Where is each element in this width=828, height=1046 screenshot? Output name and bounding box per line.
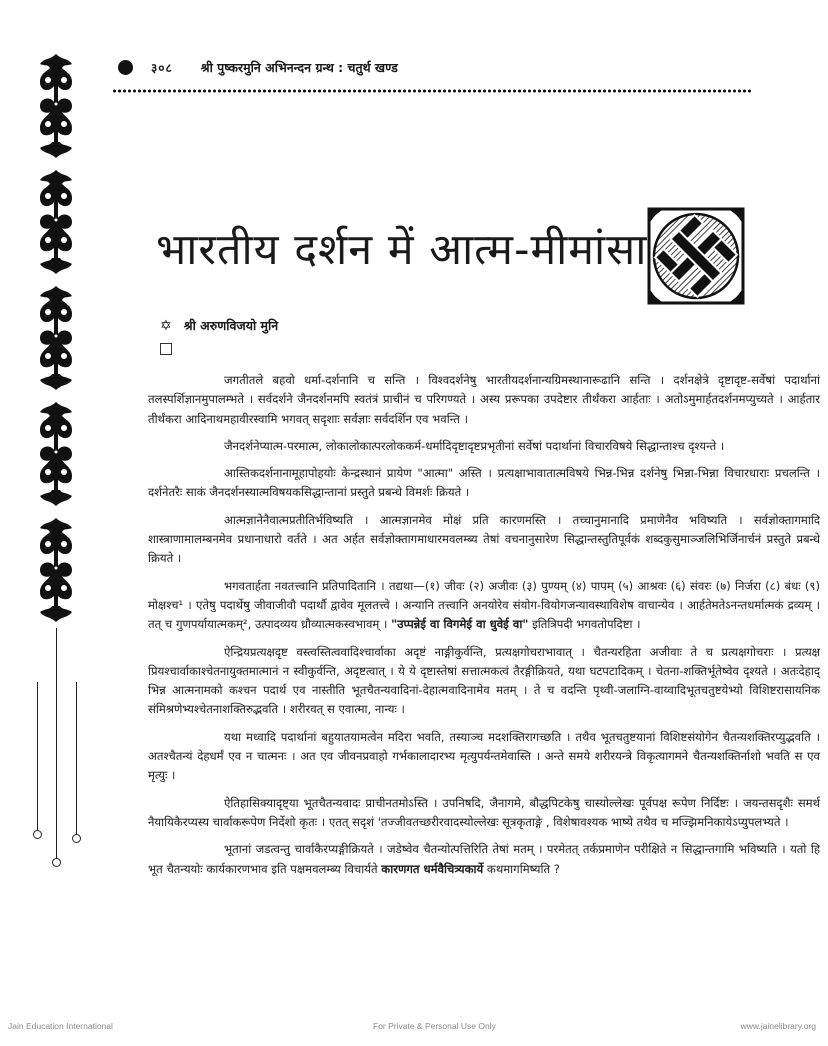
paragraph-text: इतित्रिपदी भगवतोपदिष्टा । <box>528 617 641 632</box>
decorative-border <box>36 52 76 872</box>
paragraph: ऐन्द्रियप्रत्यक्षदृष्ट वस्त्वस्तित्ववादिश्चार्वाका अदृष्टं नाङ्गीकुर्वन्ति, प्रत्यक्षगोचराभावात् । चैतन्यरहिता अजीवाः ते च प्रत्यक्षगोचराः । प्रत्यक्ष प्रियश्चार्वाकाश्चेतनायुक्तमात्मानं न स्वीकुर्वन्ति, अदृष्टत्वात् । ये ये दृष्टास्तेषां सत्तात्मकत्वं तैरङ्गीक्रियते, यथा घटपटादिकम् । चेतना-शक्तिर्भूतेष्वेव दृश्यते । अतःदेहाद् भिन्न आत्मनामको कश्चन पदार्थ एव नास्तीति भूतचैतन्यवादिनां-देहात्मवादिनामेव मतम् । ते च वदन्ति पृथ्वी-जलाग्नि-वाय्वादिभूतचतुष्टयेभ्यो विशिष्टरासायनिक संमिश्रणेभ्यश्चेतनाशक्तिरुद्भवति । शरीरवत् स एवात्मा, नान्यः । <box>148 644 820 717</box>
paragraph-text: भूतानां जडत्वन्तु चार्वाकैरप्यङ्गीक्रियते । जडेष्वेव चैतन्योत्पत्तिरिति तेषां मतम् । परमेतत् तर्कप्रमाणेन परीक्षिते न सिद्धान्तगामि भविष्यति । यतो हि भूत चैतन्ययोः कार्यकारणभाव इति पक्षमवलम्ब्य विचार्यते <box>148 842 820 876</box>
bullet-icon <box>118 60 133 75</box>
star-of-david-icon: ✡ <box>160 317 172 334</box>
paragraph <box>148 577 820 635</box>
paragraph-text: कथमागमिष्यति ? <box>483 861 560 876</box>
arabesque-ornament-icon <box>36 168 76 276</box>
paragraph: आस्तिकदर्शनानामूहापोहयोः केन्द्रस्थानं प्रायेण "आत्मा" अस्ति । प्रत्यक्षाभावातात्मविषये भिन्न-भिन्न दर्शनेषु भिन्ना-भिन्ना विचारधाराः प्रचलन्ति । दर्शनेतरैः साकं जैनदर्शनस्यात्मविषयकसिद्धान्तानां प्रस्तुते प्रबन्धे विमर्शः क्रियते । <box>148 466 820 500</box>
running-title: श्री पुष्करमुनि अभिनन्दन ग्रन्थ : चतुर्थ खण्ड <box>200 59 398 75</box>
author-name: श्री अरुणविजयो मुनि <box>183 318 279 333</box>
footer-publisher: Jain Education International <box>8 1021 113 1031</box>
circle-terminal-icon <box>52 858 61 867</box>
square-marker-icon <box>160 343 172 355</box>
dotted-divider <box>112 88 753 94</box>
paragraph <box>148 840 820 879</box>
circle-terminal-icon <box>33 830 42 839</box>
bold-quote: "उप्पन्नेई वा विगमेई वा धुवेई वा" <box>391 617 529 632</box>
paragraph: जैनदर्शनेप्यात्म-परमात्म, लोकालोकात्परलोककर्म-धर्मादिदृष्टादृष्टप्रभृतीनां सर्वेषां पदार्थानां विचारविषये सिद्धान्ताश्च दृश्यन्ते । <box>224 438 725 453</box>
swastika-emblem-icon <box>646 206 746 306</box>
paragraph-text: भगवतार्हता नवतत्त्वानि प्रतिपादितानि । तद्यथा—(१) जीवः (२) अजीवः (३) पुण्यम् (४) पापम् (५) आश्रवः (६) संवरः (७) निर्जरा (८) बंधः (९) मोक्षश्च¹ । एतेषु पदार्थेषु जीवाजीवौ पदार्थौ द्वावेव मूलतत्त्वे । अन्यानि तत्त्वानि अनयोरेव संयोग-वियोगजन्यावस्थाविशेष वाचान्येव । आर्हतेमतेऽनन्तधर्मात्मकं द्रव्यम् । तत् च गुणपर्यायात्मकम्², उत्पादव्यय ध्रौव्यात्मकस्वभावम् । <box>148 578 820 632</box>
paragraph: यथा मध्वादि पदार्थानां बहुयातयामत्वेन मदिरा भवति, तस्याञ्च मदशक्तिरागच्छति । तथैव भूतचतुष्टयानां विशिष्टसंयोगेन चैतन्यशक्तिरप्युद्भवति । अतश्चैतन्यं देहधर्मं एव न चात्मनः । अत एव जीवनप्रवाहो गर्भकालादारभ्य मृत्युपर्यन्तमेवास्ति । अन्ते समये शरीरयन्त्रे विकृत्यागमने चैतन्यशक्तिर्नाशो भवति स एव मृत्युः । <box>148 729 820 783</box>
author-line <box>160 317 278 334</box>
arabesque-ornament-icon <box>36 516 76 624</box>
paragraph: आत्मज्ञानेनैवात्मप्रतीतिर्भविष्यति । आत्मज्ञानमेव मोक्षं प्रति कारणमस्ति । तच्चानुमानादि प्रमाणेनैव भविष्यति । सर्वज्ञोक्तागमादि शास्त्राणामालम्बनमेव प्रधानाधारो वर्तते । अत अर्हत सर्वज्ञोक्तागमाधारमवलम्ब्य तेषां वचनानुसारेण सिद्धान्तस्तुतिपूर्वकं शब्दकुसुमाञ्जलिभिर्जिनार्चनं प्रस्तुते प्रबन्धे क्रियते । <box>148 512 820 566</box>
paragraph: ऐतिहासिक्यादृष्ट्या भूतचैतन्यवादः प्राचीनतमोऽस्ति । उपनिषदि, जैनागमे, बौद्धपिटकेषु चास्योल्लेखः पूर्वपक्ष रूपेण निर्दिष्टः । जयन्तसदृशैः समर्थ नैयायिकैरप्यस्य चार्वाकरूपेण निर्देशो कृतः । एतत् सदृशं 'तज्जीवतच्छरीरवादस्योल्लेखः सूत्रकृताङ्गे , विशेषावश्यक भाष्ये तथैव च मज्झिमनिकायेऽप्युपलभ्यते । <box>148 795 820 829</box>
circle-terminal-icon <box>72 834 81 843</box>
paragraph: जगतीतले बहवो धर्मा-दर्शनानि च सन्ति । विश्वदर्शनेषु भारतीयदर्शनान्यग्रिमस्थानारूढानि सन्ति । दर्शनक्षेत्रे दृष्टादृष्ट-सर्वेषां पदार्थानां तलस्पर्शिज्ञानमुपालम्भते । सर्वदर्शने जैनदर्शनमपि स्वतंत्रं प्राचीनं च परिगण्यते । अस्य प्ररूपका उपदेष्टार तीर्थंकरा आर्हताः । अतोऽमुमार्हतदर्शनमप्युच्यते । आर्हतार तीर्थंकरा आदिनाथमहावीरस्वामि भगवत् सदृशाः सर्वज्ञाः सर्वदर्शिन एव भवन्ति । <box>148 373 820 426</box>
vertical-rule <box>76 682 77 836</box>
arabesque-ornament-icon <box>36 284 76 392</box>
arabesque-ornament-icon <box>36 52 76 160</box>
vertical-rule <box>56 628 57 860</box>
arabesque-ornament-icon <box>36 400 76 508</box>
page-number: ३०८ <box>151 60 173 75</box>
vertical-rule <box>37 682 38 832</box>
running-header <box>118 55 398 79</box>
bold-phrase: कारणगत धर्मवैचित्र्यकार्ये <box>381 861 484 876</box>
footer-website-link[interactable]: www.jainelibrary.org <box>740 1021 816 1031</box>
footer-usage-note: For Private & Personal Use Only <box>373 1021 496 1031</box>
article-body <box>148 371 820 887</box>
article-title: भारतीय दर्शन में आत्म-मीमांसा <box>156 225 648 275</box>
